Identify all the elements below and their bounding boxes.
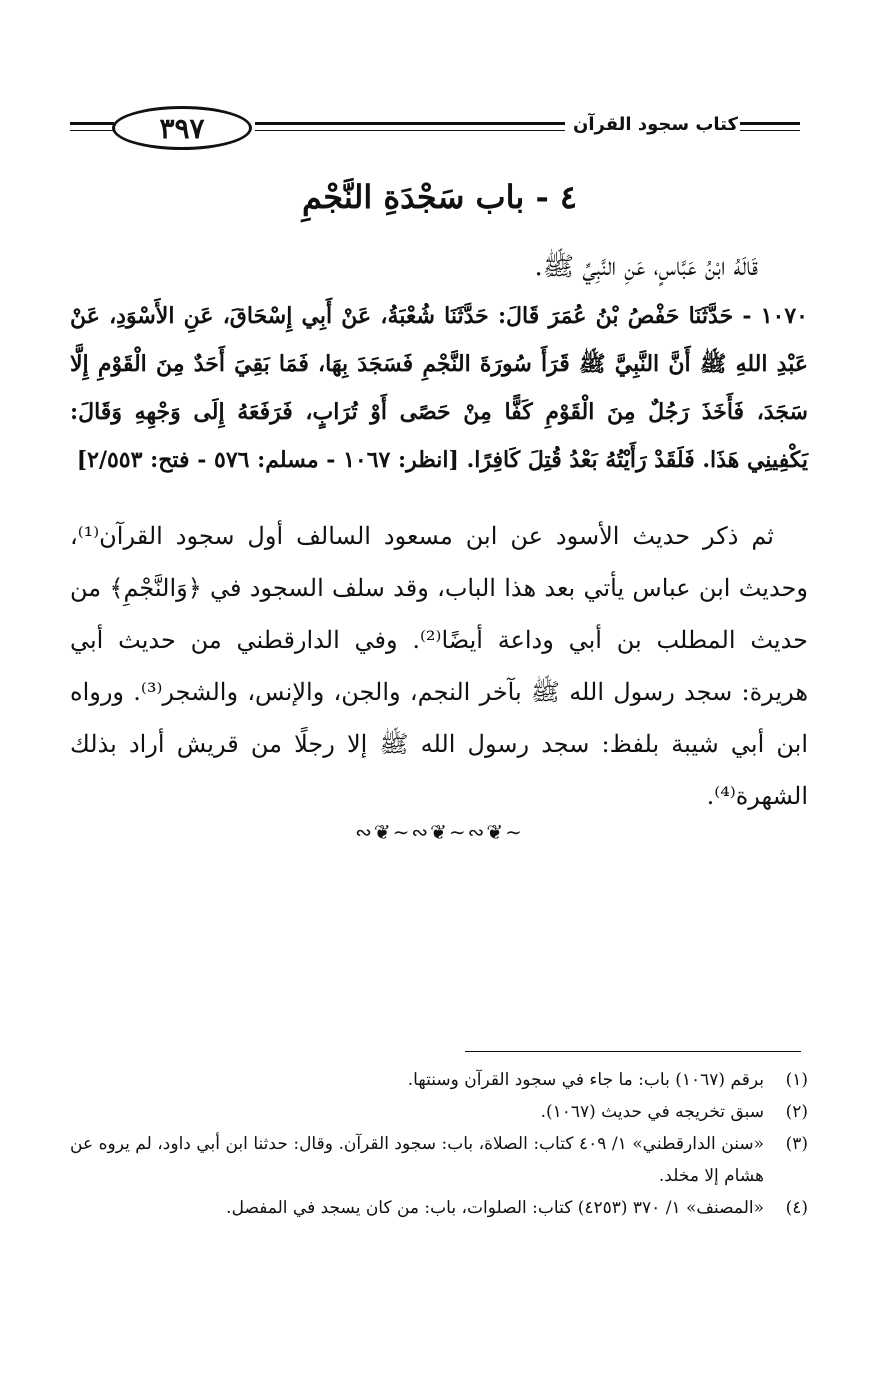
header-rule-left-bottom (70, 130, 114, 131)
header-rule-right-bottom (740, 130, 800, 131)
page-header (70, 102, 800, 152)
footnote-separator (465, 1051, 801, 1052)
footnote-item (70, 1064, 808, 1096)
header-rule-middle-bottom (255, 130, 565, 131)
footnote-item (70, 1192, 808, 1224)
footnote-text: سبق تخريجه في حديث (١٠٦٧). (540, 1102, 764, 1122)
header-rule-left-top (70, 122, 114, 125)
book-title: كتاب سجود القرآن (572, 114, 738, 135)
header-rule-middle-top (255, 122, 565, 125)
footnote-number: (١) (785, 1070, 808, 1090)
commentary (70, 510, 808, 822)
footnote-text: «المصنف» ١/ ٣٧٠ (٤٢٥٣) كتاب: الصلوات، باب: من كان يسجد في المفصل. (226, 1198, 764, 1218)
header-rule-right-top (740, 122, 800, 125)
commentary-text: ثم ذكر حديث الأسود عن ابن مسعود السالف أول سجود القرآن⁽¹⁾، وحديث ابن عباس يأتي بعد هذا الباب، وقد سلف السجود في ﴿وَالنَّجْمِ﴾ من حديث المطلب بن أبي وداعة أيضًا⁽²⁾. وفي الدارقطني من حديث أبي هريرة: سجد رسول الله ﷺ بآخر النجم، والجن، والإنس، والشجر⁽³⁾. ورواه ابن أبي شيبة بلفظ: سجد رسول الله ﷺ إلا رجلًا من قريش أراد بذلك الشهرة⁽⁴⁾. (70, 522, 808, 810)
hadith-intro: قَالَهُ ابْنُ عَبَّاسٍ، عَنِ النَّبِيِّ ﷺ. (534, 252, 758, 282)
footnote-number: (٣) (785, 1134, 808, 1154)
page-number-oval (112, 106, 252, 150)
footnote-number: (٢) (785, 1102, 808, 1122)
page-number: ٣٩٧ (159, 111, 205, 145)
footnote-text: برقم (١٠٦٧) باب: ما جاء في سجود القرآن وسنتها. (407, 1070, 764, 1090)
footnote-text: «سنن الدارقطني» ١/ ٤٠٩ كتاب: الصلاة، باب: سجود القرآن. وقال: حدثنا ابن أبي داود، لم يروه عن هشام إلا مخلد. (70, 1134, 764, 1186)
footnote-item (70, 1096, 808, 1128)
footnote-number: (٤) (785, 1198, 808, 1218)
hadith-text: ١٠٧٠ - حَدَّثَنَا حَفْصُ بْنُ عُمَرَ قَالَ: حَدَّثَنَا شُعْبَةُ، عَنْ أَبِي إِسْحَاقَ، عَنِ الأَسْوَدِ، عَنْ عَبْدِ اللهِ ﷺ أَنَّ النَّبِيَّ ﷺ قَرَأَ سُورَةَ النَّجْمِ فَسَجَدَ بِهَا، فَمَا بَقِيَ أَحَدٌ مِنَ الْقَوْمِ إِلَّا سَجَدَ، فَأَخَذَ رَجُلٌ مِنَ الْقَوْمِ كَفًّا مِنْ حَصًى أَوْ تُرَابٍ، فَرَفَعَهُ إِلَى وَجْهِهِ وَقَالَ: يَكْفِينِي هَذَا. فَلَقَدْ رَأَيْتُهُ بَعْدُ قُتِلَ كَافِرًا. (70, 303, 808, 473)
footnote-item (70, 1128, 808, 1192)
hadith-block (70, 242, 808, 484)
hadith-body (70, 292, 808, 484)
section-ornament: ∽❦∾∽❦∾∽❦∾ (355, 820, 524, 844)
footnotes (70, 1064, 808, 1224)
hadith-reference: [انظر: ١٠٦٧ - مسلم: ٥٧٦ - فتح: ٢/٥٥٣] (76, 447, 459, 473)
chapter-title: ٤ - باب سَجْدَةِ النَّجْمِ (301, 178, 578, 216)
